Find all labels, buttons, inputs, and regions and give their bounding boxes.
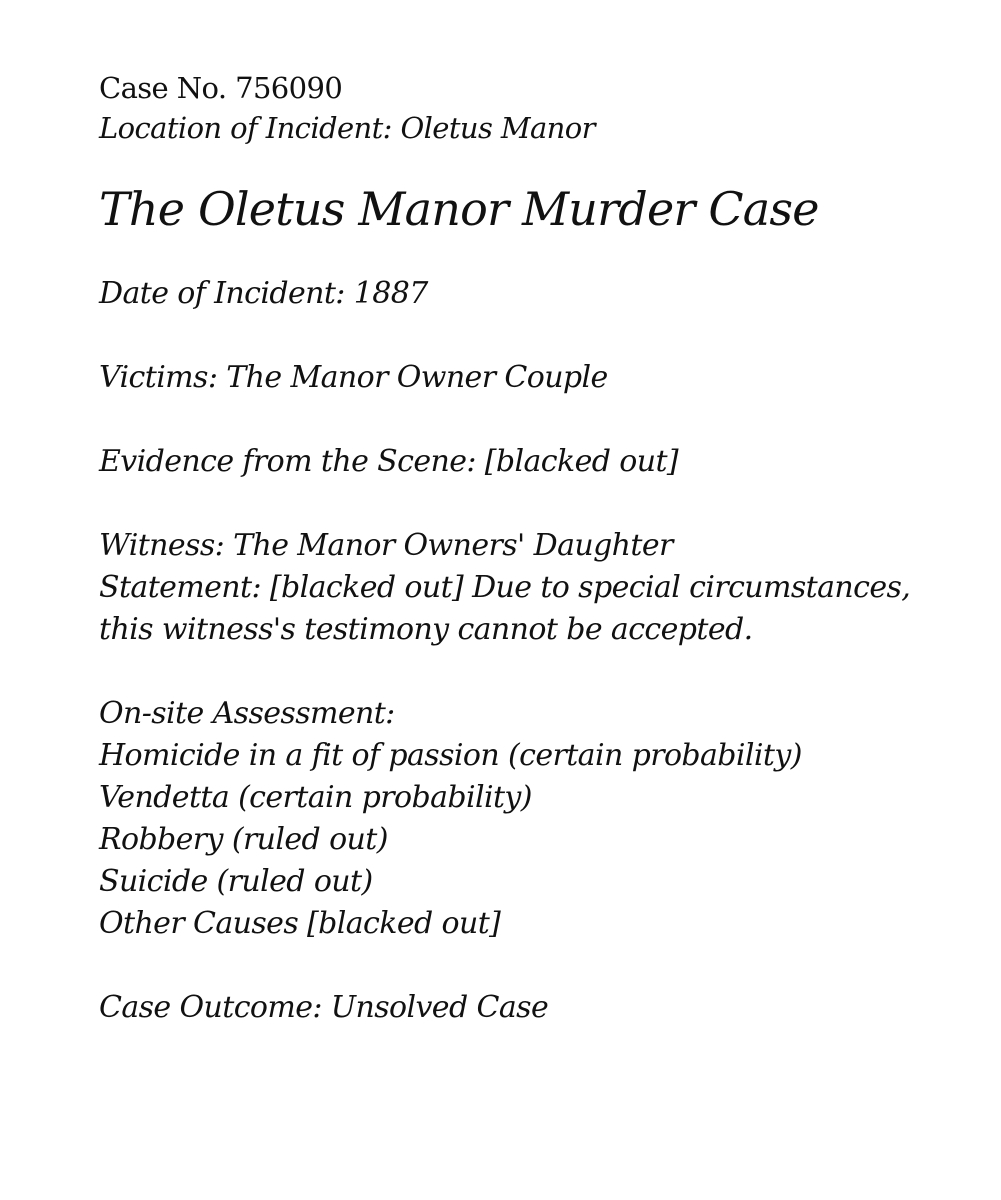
assessment-item: Robbery (ruled out): [99, 822, 388, 857]
case-outcome: Case Outcome: Unsolved Case: [99, 990, 549, 1025]
case-header: [99, 68, 979, 148]
assessment-list: [99, 735, 979, 945]
assessment-item: Vendetta (certain probability): [99, 780, 532, 815]
case-document: [99, 68, 979, 1029]
onsite-assessment: [99, 693, 979, 945]
assessment-item: Suicide (ruled out): [99, 864, 373, 899]
case-title: The Oletus Manor Murder Case: [99, 182, 819, 236]
witness: Witness: The Manor Owners' Daughter: [99, 528, 673, 563]
witness-statement: Statement: [blacked out] Due to special circumstances, this witness's testimony cannot be accepted.: [99, 570, 911, 647]
incident-date: Date of Incident: 1887: [99, 276, 428, 311]
assessment-item: Other Causes [blacked out]: [99, 906, 501, 941]
incident-location: Location of Incident: Oletus Manor: [99, 111, 595, 145]
victims: Victims: The Manor Owner Couple: [99, 360, 608, 395]
assessment-item: Homicide in a fit of passion (certain probability): [99, 738, 802, 773]
scene-evidence: Evidence from the Scene: [blacked out]: [99, 444, 679, 479]
assessment-heading: On-site Assessment:: [99, 696, 395, 731]
case-number: Case No. 756090: [99, 71, 343, 105]
